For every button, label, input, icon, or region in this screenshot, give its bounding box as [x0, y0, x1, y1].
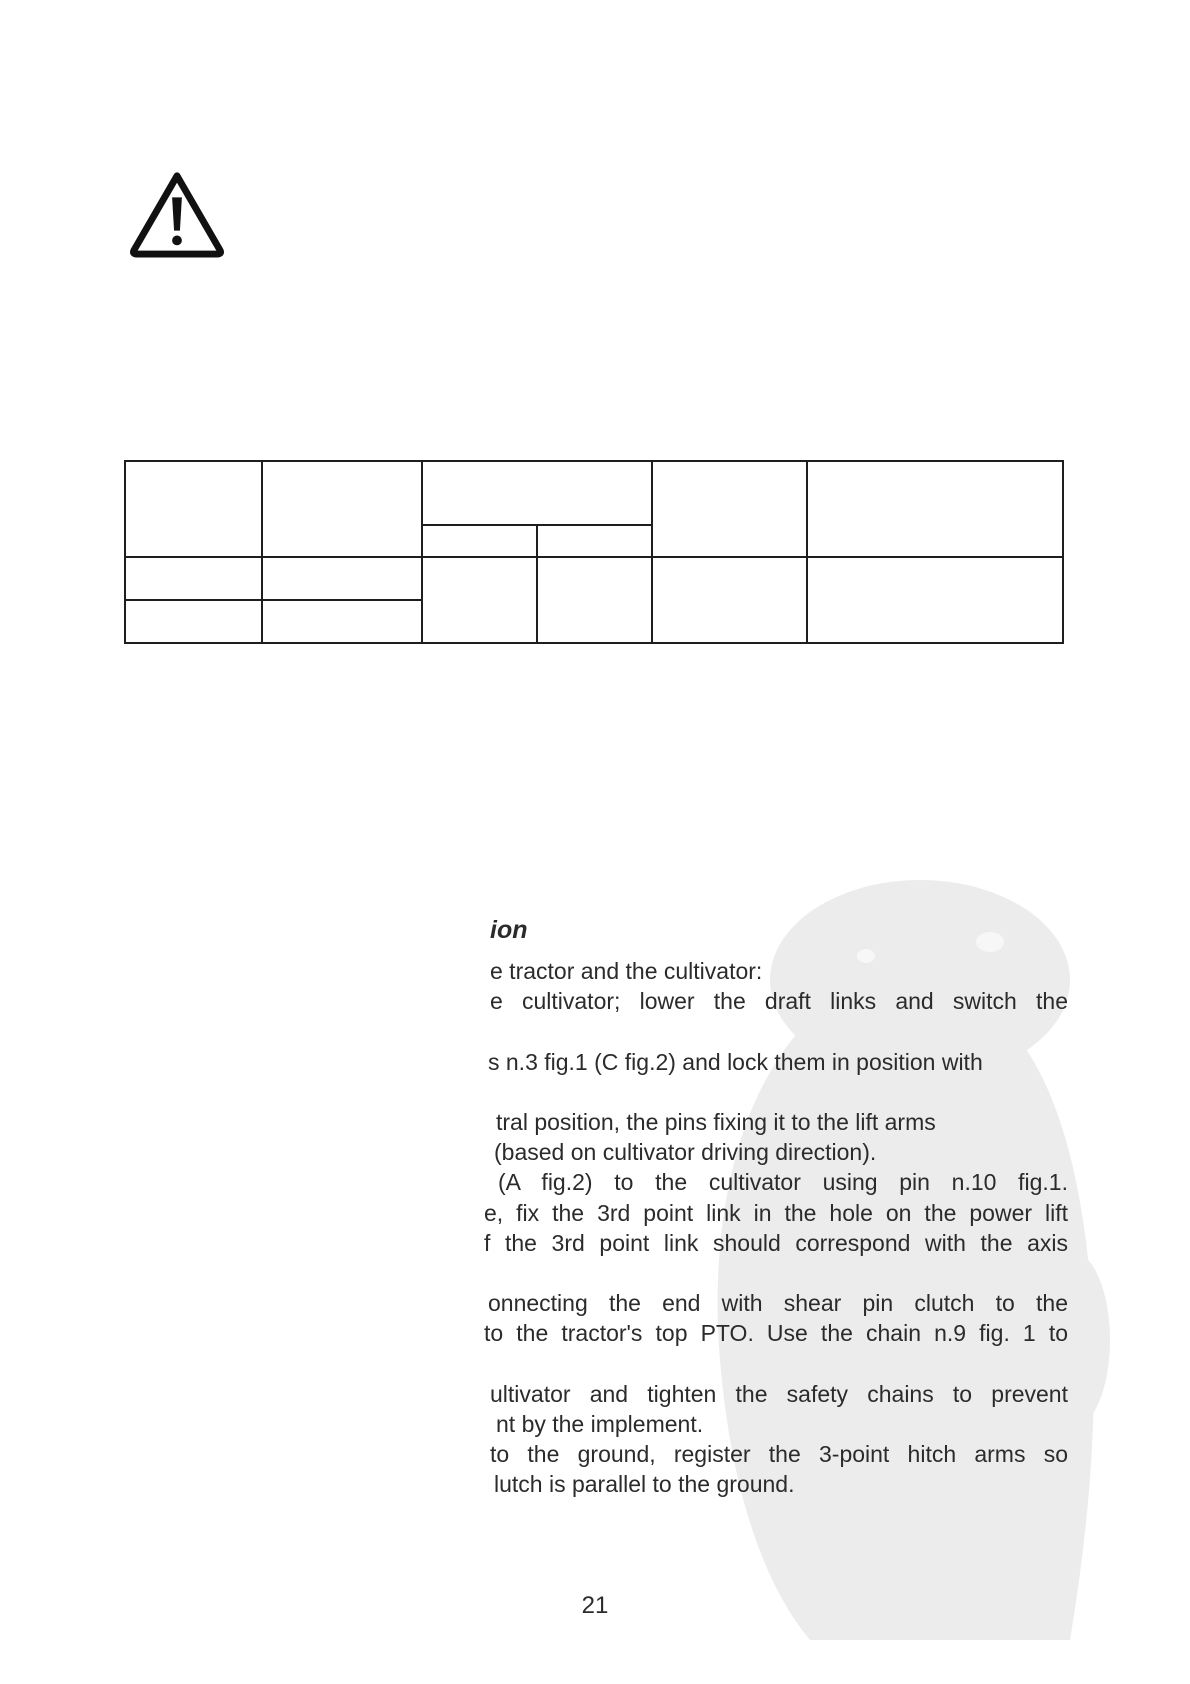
- text-line: s n.3 fig.1 (C fig.2) and lock them in position with: [488, 1048, 983, 1075]
- table-cell: [807, 557, 1063, 643]
- section-heading: ion: [490, 916, 528, 944]
- table-cell: [125, 600, 262, 643]
- text-line: [480, 1348, 1068, 1378]
- text-line: f the 3rd point link should correspond with the axis: [484, 1229, 1068, 1256]
- table-cell: [125, 557, 262, 600]
- text-line: to the ground, register the 3-point hitch arms so: [490, 1441, 1068, 1467]
- body-text: [480, 956, 1068, 1499]
- table-cell: [125, 461, 262, 557]
- text-line: nt by the implement.: [496, 1410, 704, 1437]
- text-line: e tractor and the cultivator:: [490, 958, 763, 984]
- table-cell: [262, 600, 422, 643]
- table-cell: [537, 525, 652, 557]
- table-cell: [807, 461, 1063, 557]
- warning-triangle-icon: [128, 170, 226, 258]
- table-cell: [422, 557, 537, 643]
- page-number: 21: [581, 1592, 609, 1619]
- table-cell: [652, 461, 807, 557]
- table-cell: [422, 461, 652, 525]
- text-line: to the tractor's top PTO. Use the chain n.9 fig. 1 to: [484, 1320, 1068, 1347]
- text-line: ultivator and tighten the safety chains to prevent: [490, 1380, 1068, 1407]
- text-line: e cultivator; lower the draft links and switch the: [490, 988, 1068, 1015]
- text-line: e, fix the 3rd point link in the hole on the power lift: [484, 1199, 1068, 1226]
- text-line: [480, 1258, 1068, 1288]
- table-cell: [262, 557, 422, 600]
- table-cell: [262, 461, 422, 557]
- table-cell: [422, 525, 537, 557]
- text-line: tral position, the pins fixing it to the lift arms: [496, 1108, 936, 1135]
- specification-table: [124, 460, 1064, 644]
- text-line: (based on cultivator driving direction).: [494, 1139, 877, 1166]
- text-line: [480, 1016, 1068, 1046]
- table-cell: [537, 557, 652, 643]
- text-line: onnecting the end with shear pin clutch to the: [488, 1290, 1068, 1317]
- table-cell: [652, 557, 807, 643]
- text-line: lutch is parallel to the ground.: [494, 1471, 795, 1498]
- text-line: (A fig.2) to the cultivator using pin n.10 fig.1.: [498, 1169, 1068, 1196]
- text-line: [480, 1077, 1068, 1107]
